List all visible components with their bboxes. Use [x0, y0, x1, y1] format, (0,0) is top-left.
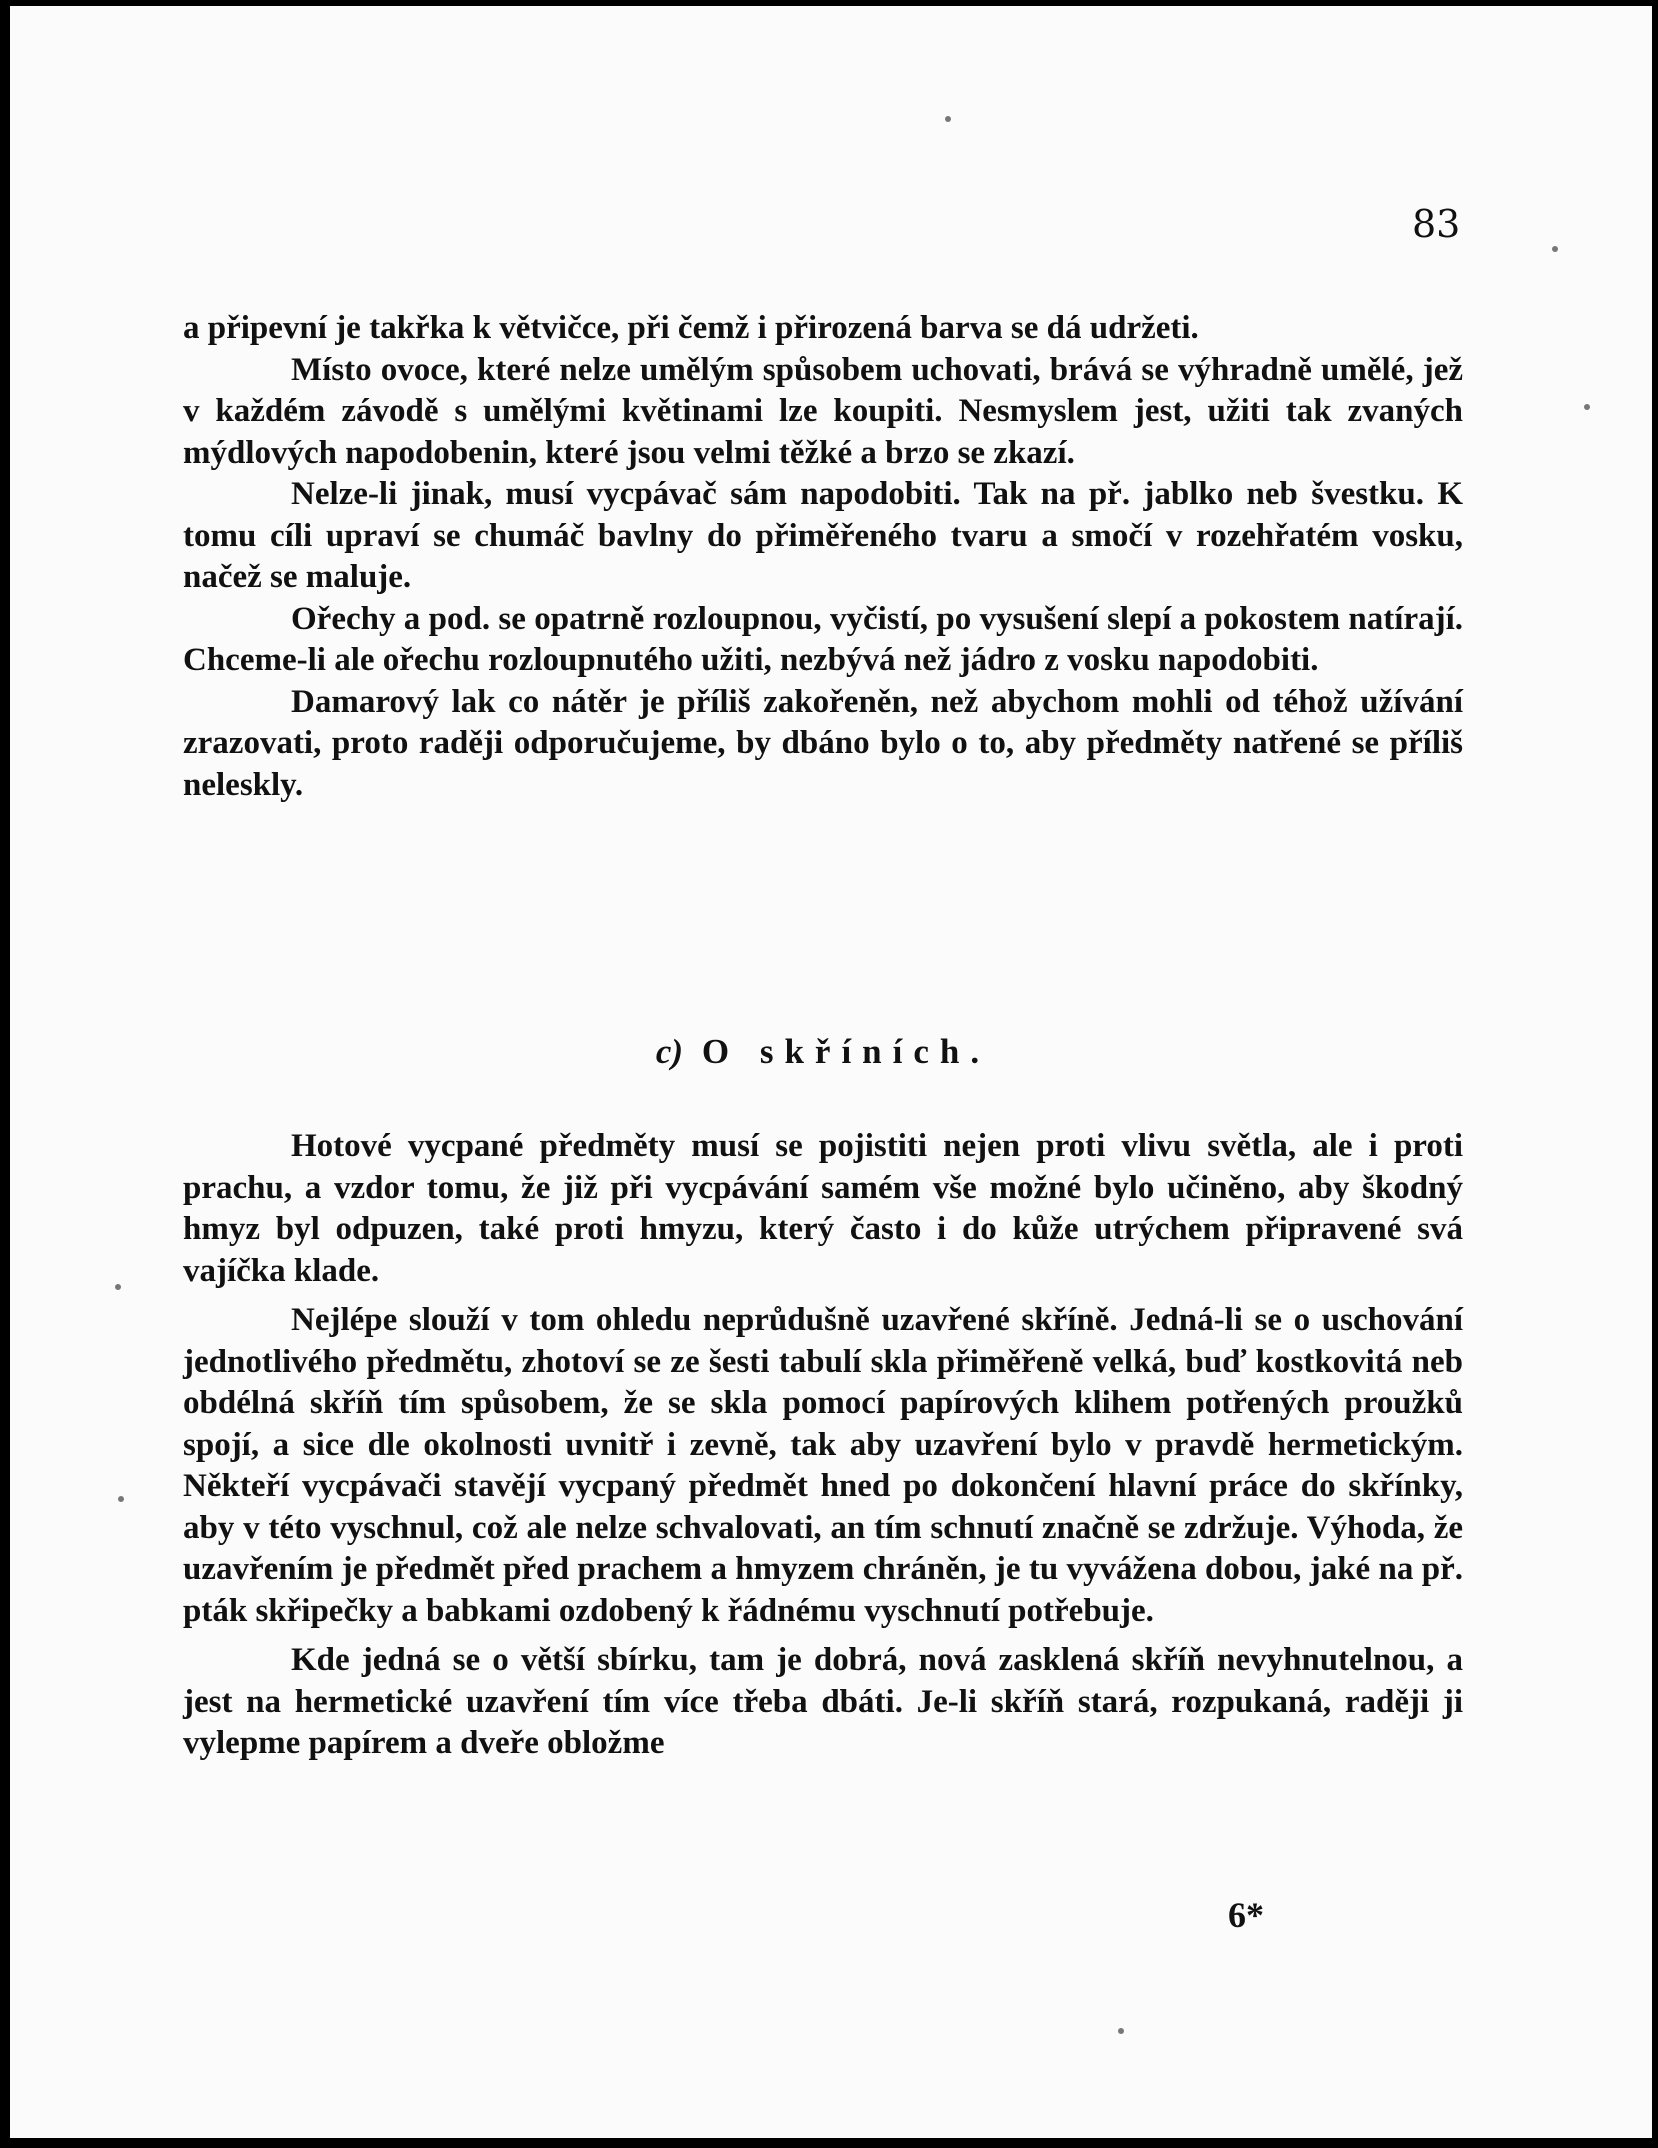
signature-mark: 6*	[1228, 1895, 1264, 1935]
paragraph: Nejlépe slouží v tom ohledu neprůdušně uzavřené skříně. Jedná-li se o uschování jednotlivého předmětu, zhotoví se ze šesti tabulí skla přiměřeně velká, buď kostkovitá neb obdélná skříň tím spůsobem, že se skla pomocí papírových klihem potřených proužků spojí, a sice dle okolnosti uvnitř i zevně, tak aby uzavření bylo v pravdě hermetickým. Někteří vycpávači stavějí vycpaný předmět hned po dokončení hlavní práce do skřínky, aby v této vyschnul, což ale nelze schvalovati, an tím schnutí značně se zdržuje. Výhoda, že uzavřením je předmět před prachem a hmyzem chráněn, je tu vyvážena dobou, jaké na př. pták skřipečky a babkami ozdobený k řádnému vyschnutí potřebuje.	[183, 1302, 1463, 1629]
section-title: O skříních.	[701, 1032, 991, 1071]
page-number: 83	[1412, 202, 1461, 246]
section-label: c)	[655, 1032, 684, 1071]
top-text-block	[183, 308, 1463, 806]
scan-speck	[1552, 246, 1558, 252]
scan-speck	[1584, 404, 1590, 410]
paragraph: Nelze-li jinak, musí vycpávač sám napodobiti. Tak na př. jablko neb švestku. K tomu cíli upraví se chumáč bavlny do přiměřeného tvaru a smočí v rozehřatém vosku, načež se maluje.	[183, 476, 1463, 595]
scan-speck	[945, 116, 951, 122]
paragraph: Kde jedná se o větší sbírku, tam je dobrá, nová zasklená skříň nevyhnutelnou, a jest na hermetické uzavření tím více třeba dbáti. Je-li skříň stará, rozpukaná, raději ji vylepme papírem a dveře obložme	[183, 1642, 1463, 1761]
scan-speck	[115, 1284, 121, 1290]
section-heading	[183, 1032, 1463, 1072]
paragraph: Hotové vycpané předměty musí se pojistiti nejen proti vlivu světla, ale i proti prachu, a vzdor tomu, že již při vycpávání samém vše možné bylo učiněno, aby škodný hmyz byl odpuzen, také proti hmyzu, který často i do kůže utrýchem připravené svá vajíčka klade.	[183, 1128, 1463, 1289]
paragraph: Damarový lak co nátěr je příliš zakořeněn, než abychom mohli od téhož užívání zrazovati, proto raději odporučujeme, by dbáno bylo o to, aby předměty natřené se příliš neleskly.	[183, 683, 1463, 803]
scan-speck	[1118, 2028, 1124, 2034]
paragraph: Ořechy a pod. se opatrně rozloupnou, vyčistí, po vysušení slepí a pokostem natírají. Chceme-li ale ořechu rozloupnutého užiti, nezbývá než jádro z vosku napodobiti.	[183, 600, 1463, 678]
book-page	[10, 6, 1652, 2138]
paragraph: a připevní je takřka k větvičce, při čemž i přirozená barva se dá udržeti.	[183, 310, 1199, 346]
scan-speck	[118, 1496, 124, 1502]
paragraph: Místo ovoce, které nelze umělým spůsobem uchovati, brává se výhradně umělé, jež v každém závodě s umělými květinami lze koupiti. Nesmyslem jest, užiti tak zvaných mýdlových napodobenin, které jsou velmi těžké a brzo se zkazí.	[183, 351, 1463, 471]
bottom-text-block	[183, 1126, 1463, 1765]
